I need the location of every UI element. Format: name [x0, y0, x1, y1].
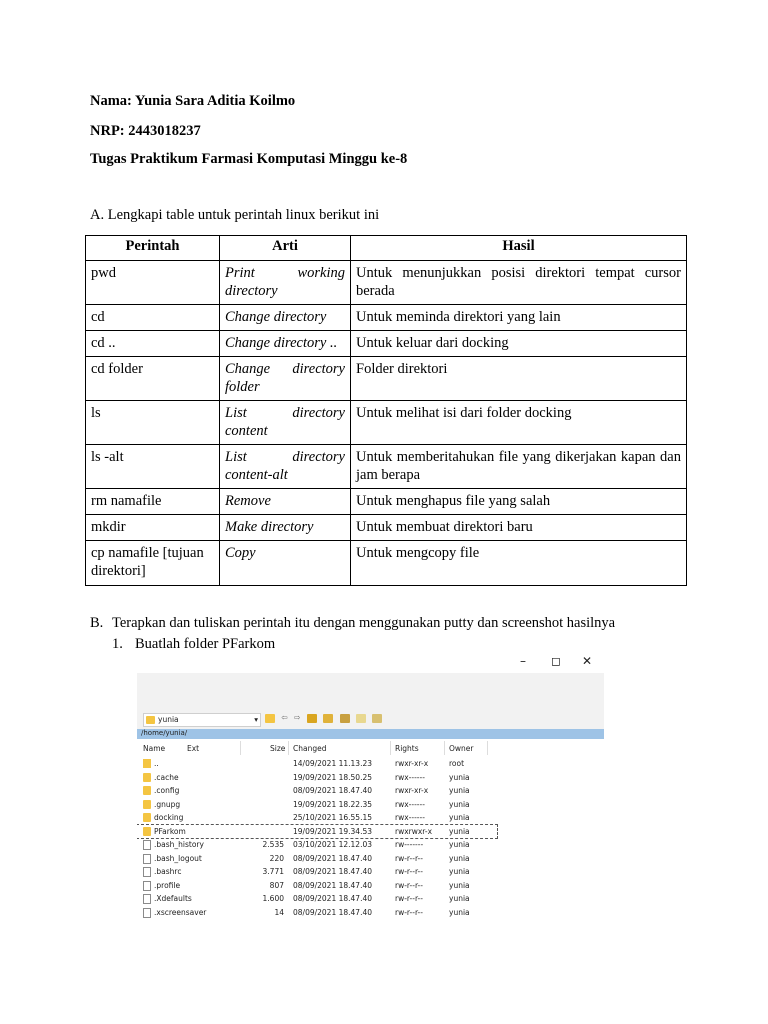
file-changed: 08/09/2021 18.47.40 — [293, 880, 373, 890]
parent-folder-icon — [143, 759, 151, 768]
cell-perintah: cd .. — [86, 331, 220, 357]
file-owner: yunia — [449, 786, 470, 795]
file-changed: 25/10/2021 16.55.15 — [293, 813, 373, 822]
file-rights: rw-r--r-- — [395, 880, 423, 890]
cell-hasil: Untuk meminda direktori yang lain — [351, 305, 687, 331]
file-rights: rw-r--r-- — [395, 894, 423, 903]
file-row[interactable] — [137, 838, 497, 852]
folder-icon — [143, 813, 151, 822]
file-size: 14 — [274, 907, 284, 917]
file-rights: rwxrwxr-x — [395, 826, 433, 836]
file-name: .config — [154, 786, 180, 795]
home-dir-icon[interactable] — [340, 714, 350, 723]
file-changed: 08/09/2021 18.47.40 — [293, 894, 373, 903]
section-b-text: Terapkan dan tuliskan perintah itu dengan menggunakan putty dan screenshot hasilnya — [112, 615, 616, 631]
file-rights: rwxr-xr-x — [395, 786, 429, 795]
cell-hasil: Untuk mengcopy file — [351, 541, 687, 586]
file-name: PFarkom — [154, 826, 186, 836]
cell-arti: List directory content — [220, 401, 351, 445]
file-size: 3.771 — [262, 867, 284, 876]
file-rights: rwx------ — [395, 799, 425, 809]
file-owner: yunia — [449, 799, 470, 809]
open-folder-icon[interactable] — [265, 714, 275, 723]
cell-perintah: rm namafile — [86, 489, 220, 515]
file-changed: 08/09/2021 18.47.40 — [293, 907, 373, 917]
column-divider[interactable] — [487, 741, 488, 755]
file-row[interactable] — [137, 879, 497, 893]
cell-arti: Change directory .. — [220, 331, 351, 357]
file-row[interactable] — [137, 892, 497, 906]
cell-arti: Print working directory — [220, 261, 351, 305]
file-owner: root — [449, 759, 465, 768]
table-row — [86, 515, 687, 541]
column-divider[interactable] — [390, 741, 391, 755]
table-row — [86, 489, 687, 515]
file-row[interactable] — [137, 865, 497, 879]
file-row[interactable] — [137, 757, 497, 771]
column-header-hasil: Hasil — [351, 236, 687, 261]
table-row — [86, 261, 687, 305]
file-changed: 08/09/2021 18.47.40 — [293, 867, 373, 876]
file-row[interactable] — [137, 798, 497, 812]
table-row — [86, 401, 687, 445]
file-row[interactable] — [137, 852, 497, 866]
path-bar — [137, 729, 604, 739]
cell-hasil: Untuk menghapus file yang salah — [351, 489, 687, 515]
table-row — [86, 541, 687, 586]
table-row — [86, 445, 687, 489]
file-rights: rw-r--r-- — [395, 853, 423, 863]
list-item-number: 1. — [112, 636, 123, 652]
cell-perintah: cd — [86, 305, 220, 331]
folder-icon — [143, 827, 151, 836]
folder-icon — [143, 773, 151, 782]
file-changed: 08/09/2021 18.47.40 — [293, 853, 373, 863]
cell-hasil: Untuk keluar dari docking — [351, 331, 687, 357]
file-list — [137, 757, 497, 919]
file-owner: yunia — [449, 880, 470, 890]
file-icon — [143, 894, 151, 904]
file-changed: 03/10/2021 12.12.03 — [293, 840, 373, 849]
cell-arti: List directory content-alt — [220, 445, 351, 489]
cell-perintah: mkdir — [86, 515, 220, 541]
column-header-perintah: Perintah — [86, 236, 220, 261]
file-rights: rw-r--r-- — [395, 907, 423, 917]
file-changed: 08/09/2021 18.47.40 — [293, 786, 373, 795]
cell-arti: Change directory — [220, 305, 351, 331]
cell-hasil: Folder direktori — [351, 357, 687, 401]
folder-icon — [143, 800, 151, 809]
file-rights: rwx------ — [395, 772, 425, 782]
cell-hasil: Untuk menunjukkan posisi direktori tempat cursor berada — [351, 261, 687, 305]
file-rights: rwxr-xr-x — [395, 759, 429, 768]
folder-icon — [143, 786, 151, 795]
file-icon — [143, 854, 151, 864]
cell-perintah: ls — [86, 401, 220, 445]
file-name: .bashrc — [154, 867, 182, 876]
file-changed: 19/09/2021 18.50.25 — [293, 772, 373, 782]
close-icon[interactable]: ✕ — [582, 654, 593, 668]
cell-perintah: pwd — [86, 261, 220, 305]
file-name: .xscreensaver — [154, 907, 207, 917]
file-row[interactable] — [137, 906, 497, 920]
file-owner: yunia — [449, 853, 470, 863]
file-name: .Xdefaults — [154, 894, 192, 903]
file-owner: yunia — [449, 867, 470, 876]
file-name: docking — [154, 813, 184, 822]
file-row[interactable] — [137, 771, 497, 785]
column-divider[interactable] — [444, 741, 445, 755]
directory-select[interactable] — [143, 713, 261, 727]
refresh-icon[interactable] — [356, 714, 366, 723]
ribbon-area — [137, 673, 604, 710]
cell-arti: Copy — [220, 541, 351, 586]
col-changed[interactable]: Changed — [293, 744, 327, 753]
path-bar-text: /home/yunia/ — [141, 729, 188, 737]
list-item-text: Buatlah folder PFarkom — [135, 636, 276, 652]
file-list-header — [137, 741, 487, 755]
file-size: 1.600 — [262, 894, 284, 903]
student-nrp: NRP: 2443018237 — [90, 123, 201, 139]
file-row[interactable] — [137, 784, 497, 798]
chevron-down-icon: ▾ — [254, 715, 258, 724]
assignment-title: Tugas Praktikum Farmasi Komputasi Minggu ke-8 — [90, 151, 408, 167]
file-owner: yunia — [449, 813, 470, 822]
col-owner[interactable]: Owner — [449, 744, 474, 753]
col-ext[interactable]: Ext — [187, 744, 200, 753]
toolbar-icons — [265, 713, 386, 725]
file-icon — [143, 881, 151, 891]
cell-perintah: cp namafile [tujuan direktori] — [86, 541, 220, 586]
cell-perintah: cd folder — [86, 357, 220, 401]
table-row — [86, 305, 687, 331]
file-owner: yunia — [449, 772, 470, 782]
file-name: .cache — [154, 772, 179, 782]
col-name[interactable]: Name — [143, 744, 166, 753]
winscp-screenshot — [137, 673, 604, 920]
file-icon — [143, 867, 151, 877]
file-row[interactable] — [137, 825, 497, 839]
cell-hasil: Untuk memberitahukan file yang dikerjakan kapan dan jam berapa — [351, 445, 687, 489]
file-name: .. — [154, 759, 159, 768]
forward-icon[interactable]: ⇨ — [294, 713, 301, 722]
directory-select-value: yunia — [158, 715, 179, 724]
cell-hasil: Untuk membuat direktori baru — [351, 515, 687, 541]
file-name: .gnupg — [154, 799, 181, 809]
file-name: .profile — [154, 880, 181, 890]
restore-icon[interactable]: ◻ — [551, 654, 561, 668]
file-changed: 19/09/2021 19.34.53 — [293, 826, 373, 836]
table-row — [86, 357, 687, 401]
cell-perintah: ls -alt — [86, 445, 220, 489]
column-divider[interactable] — [288, 741, 289, 755]
window-controls — [516, 654, 596, 672]
find-files-icon[interactable] — [372, 714, 382, 723]
parent-dir-icon[interactable] — [307, 714, 317, 723]
folder-icon — [146, 716, 155, 724]
col-rights[interactable]: Rights — [395, 744, 419, 753]
file-rights: rw------- — [395, 840, 424, 849]
file-changed: 14/09/2021 11.13.23 — [293, 759, 373, 768]
table-header-row — [86, 236, 687, 261]
file-size: 807 — [269, 880, 284, 890]
table-row — [86, 331, 687, 357]
section-b-number: B. — [90, 615, 104, 631]
file-rights: rw-r--r-- — [395, 867, 423, 876]
column-header-arti: Arti — [220, 236, 351, 261]
file-icon — [143, 908, 151, 918]
student-name: Nama: Yunia Sara Aditia Koilmo — [90, 93, 296, 109]
back-icon[interactable]: ⇦ — [281, 713, 288, 722]
cell-arti: Make directory — [220, 515, 351, 541]
file-size: 220 — [269, 853, 284, 863]
file-owner: yunia — [449, 826, 470, 836]
minimize-icon[interactable]: – — [520, 654, 526, 668]
file-owner: yunia — [449, 907, 470, 917]
file-name: .bash_history — [154, 840, 204, 849]
file-owner: yunia — [449, 840, 470, 849]
col-size[interactable]: Size — [270, 744, 286, 753]
column-divider[interactable] — [240, 741, 241, 755]
file-owner: yunia — [449, 894, 470, 903]
file-changed: 19/09/2021 18.22.35 — [293, 799, 373, 809]
file-icon — [143, 840, 151, 850]
file-name: .bash_logout — [154, 853, 202, 863]
file-size: 2.535 — [262, 840, 284, 849]
cell-arti: Remove — [220, 489, 351, 515]
cell-arti: Change directory folder — [220, 357, 351, 401]
section-a-title: A. Lengkapi table untuk perintah linux berikut ini — [90, 207, 380, 223]
root-dir-icon[interactable] — [323, 714, 333, 723]
linux-command-table — [85, 235, 687, 586]
file-row[interactable] — [137, 811, 497, 825]
cell-hasil: Untuk melihat isi dari folder docking — [351, 401, 687, 445]
file-rights: rwx------ — [395, 813, 425, 822]
